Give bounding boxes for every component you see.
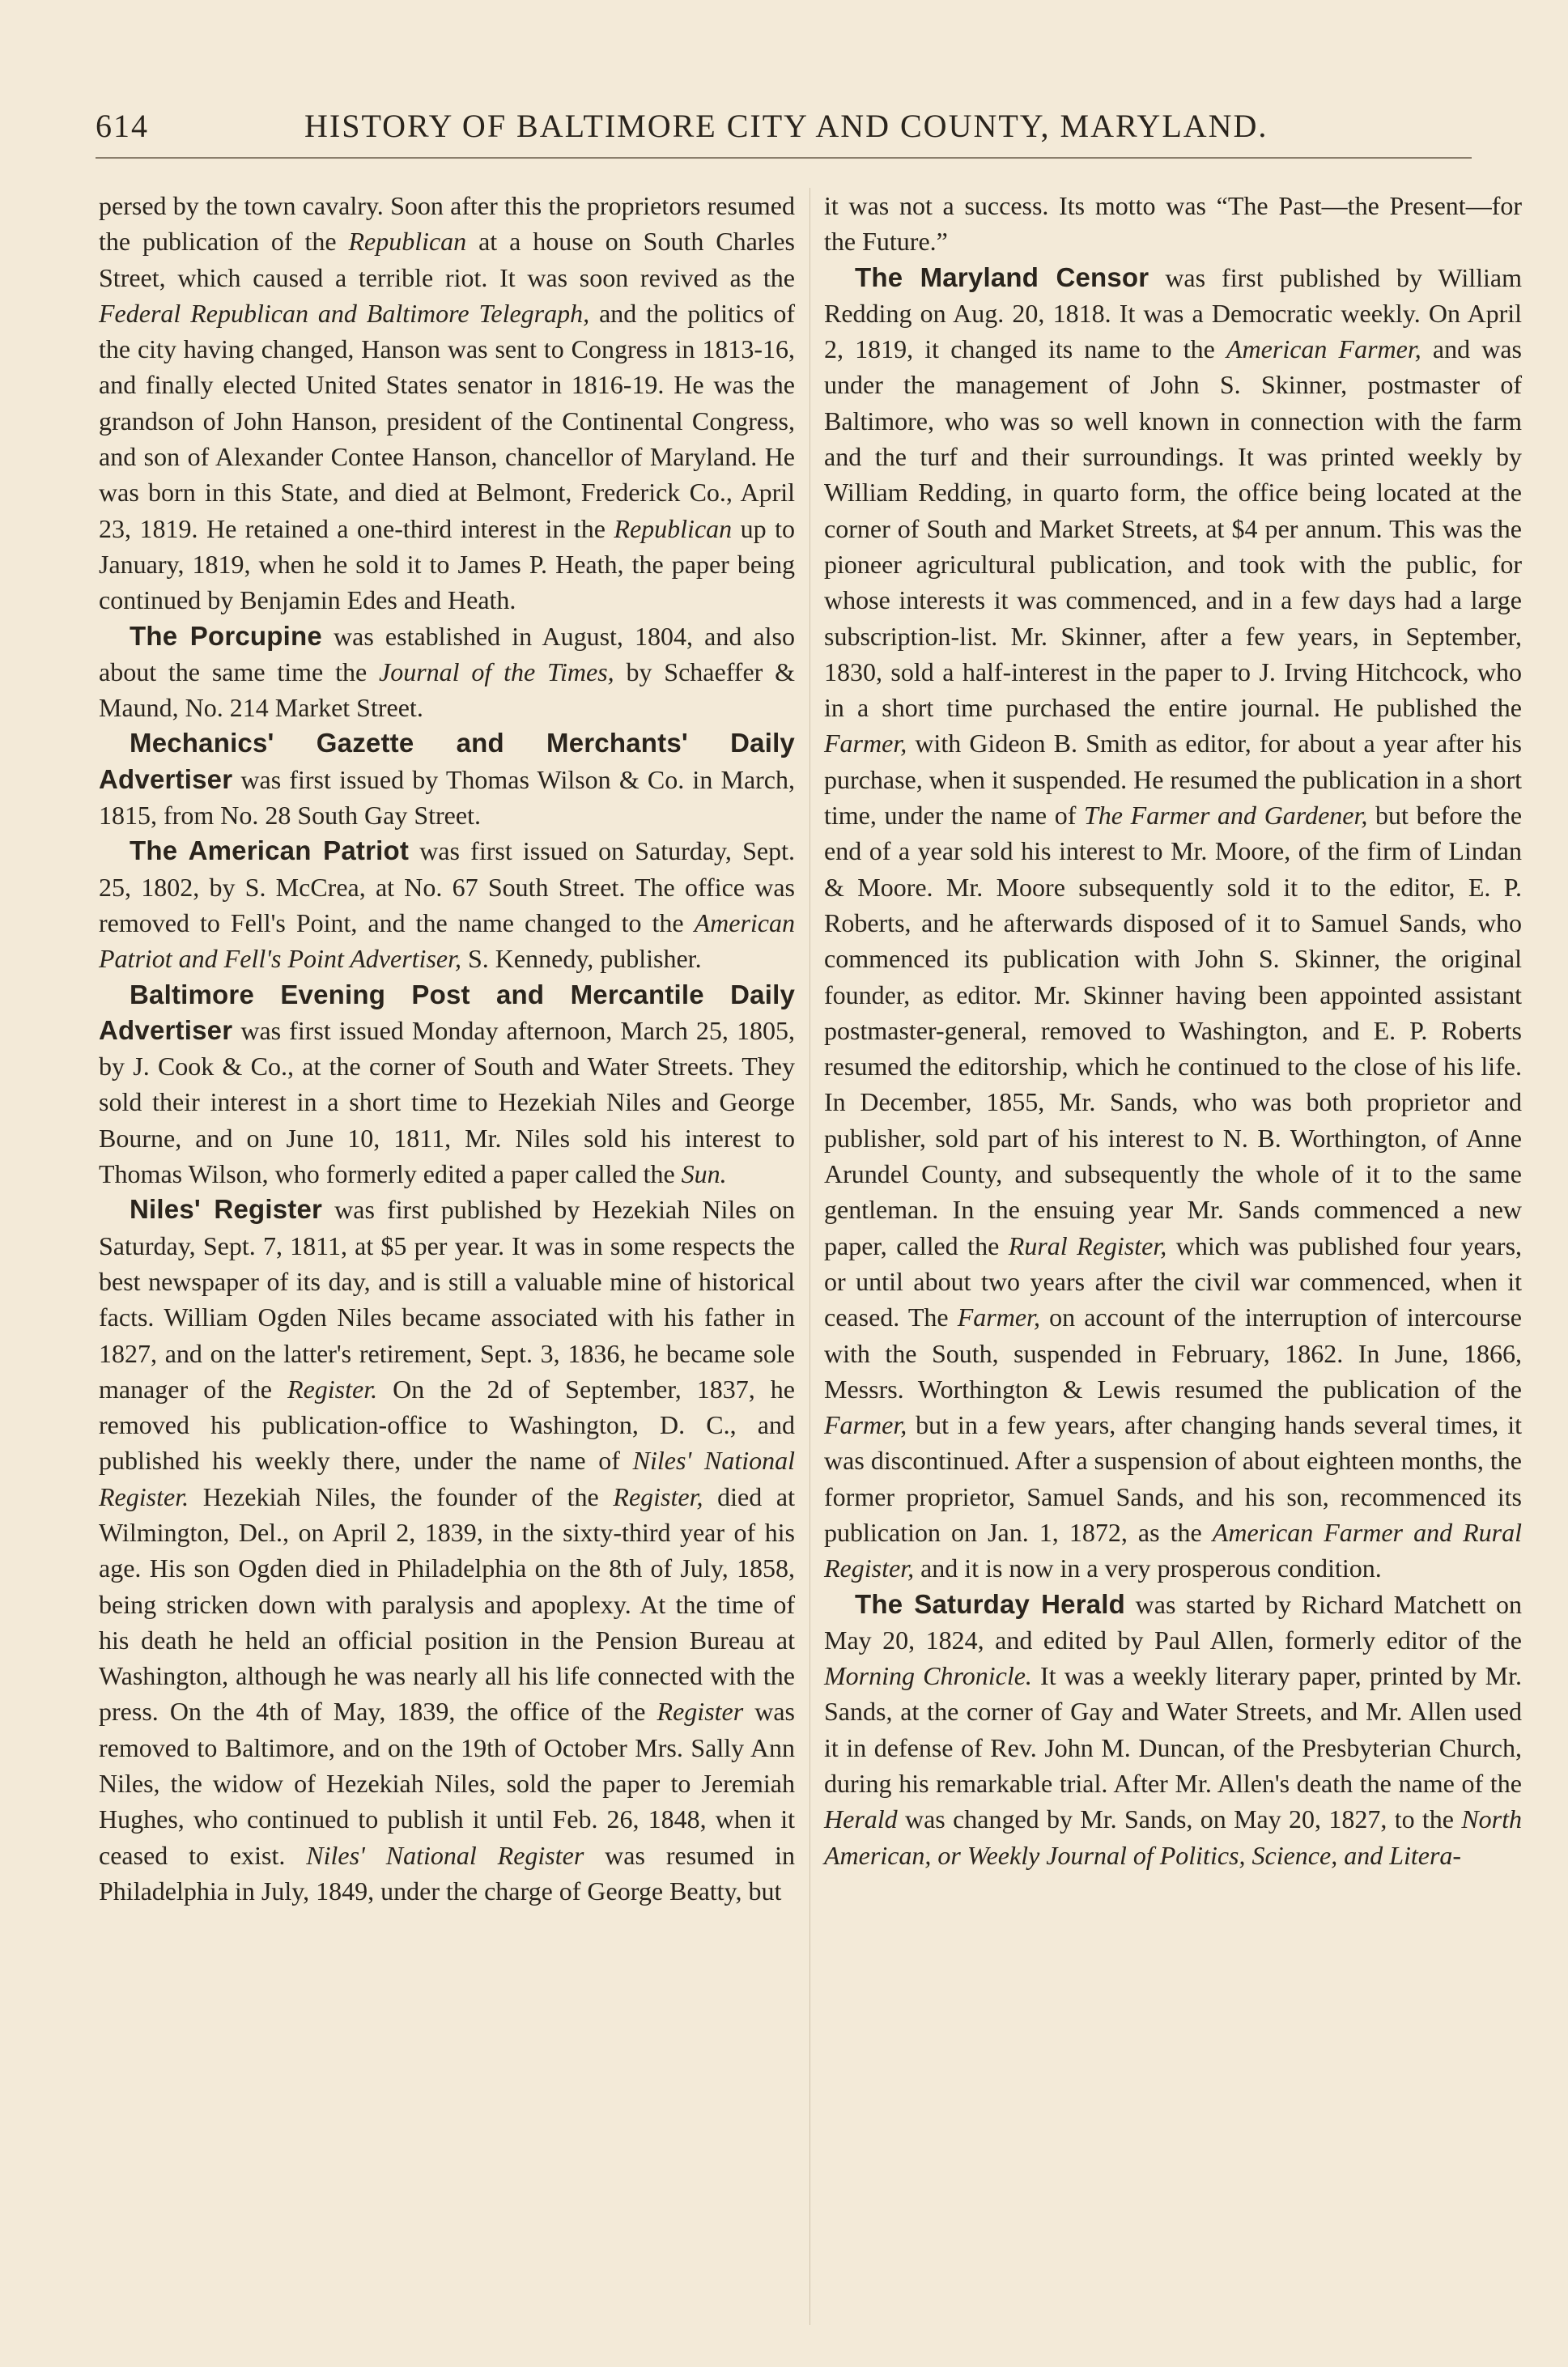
paragraph-saturday-herald [824,1587,1522,1873]
text-run: was removed to Baltimore, and on the 19th of October Mrs. Sally Ann Niles, the widow of Hezekiah Niles, sold the paper to Jeremiah Hughes, who continued to publish it until Feb. 26, 1848, when it ceased to exist. [99,1697,796,1870]
italic-title: Register, [613,1481,703,1511]
text-run: it was not a success. Its motto was “The Past—the Present—for the Future.” [824,191,1522,257]
italic-title: American Farmer, [1226,334,1421,364]
text-run: On the 2d of September, 1837, he removed his publication-office to Washington, D. C., and published his weekly there, under the name of [99,1374,796,1476]
text-run: was resumed in Philadelphia in July, 1849, under the charge of George Beatty, but [99,1840,796,1906]
italic-title: Republican [614,513,733,543]
header-rule [96,157,1472,159]
text-run: was started by Richard Matchett on May 20, 1824, and edited by Paul Allen, formerly editor of the [824,1589,1523,1655]
italic-title: Herald [824,1804,898,1834]
italic-title: Niles' National Register [306,1840,584,1870]
italic-title: Farmer, [957,1302,1040,1332]
section-heading: Baltimore Evening Post and Mercantile Daily Advertiser [99,979,795,1045]
text-run: by Schaeffer & Maund, No. 214 Market Street. [99,657,796,723]
text-run: at a house on South Charles Street, which caused a terrible riot. It was soon revived as the [99,227,795,292]
italic-title: Journal of the Times, [379,657,614,686]
section-heading: The Porcupine [130,620,322,651]
text-run: died at Wilmington, Del., on April 2, 1839, in the sixty-third year of his age. His son Ogden died in Philadelphia on the 8th of July, 1858, being stricken down with paralysis and apoplexy. At the time of his death he held an official position in the Pension Bureau at Washington, although he was nearly all his life connected with the press. On the 4th of May, 1839, the office of the [99,1481,795,1727]
italic-title: Register [657,1697,744,1727]
italic-title: Farmer, [824,1410,907,1440]
text-run: was first published by Hezekiah Niles on Saturday, Sept. 7, 1811, at $5 per year. It was in some respects the best newspaper of its day, and is still a valuable mine of historical facts. William Ogden Niles became associated with his father in 1827, and on the latter's retirement, Sept. 3, 1836, he became sole manager of the [99,1195,795,1404]
italic-title: Morning Chronicle. [824,1661,1032,1691]
left-column [99,188,795,1909]
text-run: persed by the town cavalry. Soon after this the proprietors resumed the publication of the [99,191,795,257]
section-heading: The Saturday Herald [855,1588,1126,1619]
italic-title: Register. [287,1374,378,1404]
text-run: but before the end of a year sold his interest to Mr. Moore, of the firm of Lindan & Moore. Mr. Moore subsequently sold it to the editor, E. P. Roberts, and he afterwards disposed of it to Samuel Sands, who commenced its publication with John S. Skinner, the original founder, as editor. Mr. Skinner having been appointed assistant postmaster-general, removed to Washington, and E. P. Roberts resumed the editorship, which he continued to the close of his life. In December, 1855, Mr. Sands, who was both proprietor and publisher, sold part of his interest to N. B. Worthington, of Anne Arundel County, and subsequently the whole of it to the same gentleman. In the ensuing year Mr. Sands commenced a new paper, called the [824,801,1523,1260]
paragraph-porcupine [99,618,795,726]
text-run: was first published by William Redding on Aug. 20, 1818. It was a Democratic weekly. On April 2, 1819, it changed its name to the [824,262,1522,364]
book-title: HISTORY OF BALTIMORE CITY AND COUNTY, MARYLAND. [304,108,1268,144]
right-column [824,188,1522,1873]
column-divider [809,188,810,2325]
section-heading: Mechanics' Gazette and Merchants' Daily Advertiser [99,728,795,794]
text-run: was changed by Mr. Sands, on May 20, 1827, to the [897,1804,1462,1834]
text-run: It was a weekly literary paper, printed by Mr. Sands, at the corner of Gay and Water Streets, and Mr. Allen used it in defense of Rev. John M. Duncan, of the Presbyterian Church, during his remarkable trial. After Mr. Allen's death the name of the [824,1661,1523,1799]
paragraph-american-patriot [99,833,795,976]
italic-title: Niles' National Register. [99,1446,796,1511]
text-run: with Gideon B. Smith as editor, for about a year after his purchase, when it suspended. He resumed the publication in a short time, under the name of [824,729,1522,831]
paragraph-evening-post [99,977,795,1192]
paragraph-maryland-censor [824,260,1522,1587]
text-run: was established in August, 1804, and also about the same time the [99,621,796,686]
italic-title: Republican [348,227,467,257]
page-number: 614 [96,108,149,144]
text-run: which was published four years, or until about two years after the civil war commenced, when it ceased. The [824,1230,1523,1332]
text-run: and it is now in a very prosperous condition. [914,1553,1382,1583]
section-heading: The American Patriot [130,835,410,866]
paragraph-niles-register [99,1192,795,1909]
italic-title: The Farmer and Gardener, [1084,801,1368,831]
italic-title: American Patriot and Fell's Point Advertiser, [99,907,795,974]
italic-title: American Farmer and Rural Register, [824,1517,1523,1583]
italic-title: Rural Register, [1008,1230,1167,1260]
text-run: was first issued Monday afternoon, March 25, 1805, by J. Cook & Co., at the corner of South and Water Streets. They sold their interest in a short time to Hezekiah Niles and George Bourne, and on June 10, 1811, Mr. Niles sold his interest to Thomas Wilson, who formerly edited a paper called the [99,1015,795,1189]
section-heading: The Maryland Censor [855,261,1149,292]
paragraph-niles-continued [824,188,1522,260]
text-run: up to January, 1819, when he sold it to James P. Heath, the paper being continued by Benjamin Edes and Heath. [99,513,796,615]
text-run: S. Kennedy, publisher. [461,944,702,974]
italic-title: Farmer, [824,729,907,759]
paragraph-mechanics-gazette [99,725,795,833]
italic-title: North American, or Weekly Journal of Politics, Science, and Litera- [824,1804,1522,1870]
text-run: was first issued by Thomas Wilson & Co. in March, 1815, from No. 28 South Gay Street. [99,764,795,831]
section-heading: Niles' Register [130,1194,323,1225]
text-run: but in a few years, after changing hands several times, it was discontinued. After a suspension of about eighteen months, the former proprietor, Samuel Sands, and his son, recommenced its publication on Jan. 1, 1872, as the [824,1410,1522,1547]
text-run: on account of the interruption of intercourse with the South, suspended in February, 1862. In June, 1866, Messrs. Worthington & Lewis resumed the publication of the [824,1302,1523,1404]
text-run: Hezekiah Niles, the founder of the [189,1481,614,1511]
italic-title: Sun. [681,1159,727,1189]
text-run: was first issued on Saturday, Sept. 25, 1802, by S. McCrea, at No. 67 South Street. The office was removed to Fell's Point, and the name changed to the [99,836,796,937]
text-run: and the politics of the city having changed, Hanson was sent to Congress in 1813-16, and finally elected United States senator in 1816-19. He was the grandson of John Hanson, president of the Continental Congress, and son of Alexander Contee Hanson, chancellor of Maryland. He was born in this State, and died at Belmont, Frederick Co., April 23, 1819. He retained a one-third interest in the [99,298,796,543]
text-run: and was under the management of John S. Skinner, postmaster of Baltimore, who was so well known in connection with the farm and the turf and their surroundings. It was printed weekly by William Redding, in quarto form, the office being located at the corner of South and Market Streets, at $4 per annum. This was the pioneer agricultural publication, and took with the public, for whose interests it was commenced, and in a few days had a large subscription-list. Mr. Skinner, after a few years, in September, 1830, sold a half-interest in the paper to J. Irving Hitchcock, who in a short time purchased the entire journal. He published the [824,334,1523,723]
italic-title: Federal Republican and Baltimore Telegraph, [99,298,590,328]
paragraph-hanson-continued [99,188,795,618]
